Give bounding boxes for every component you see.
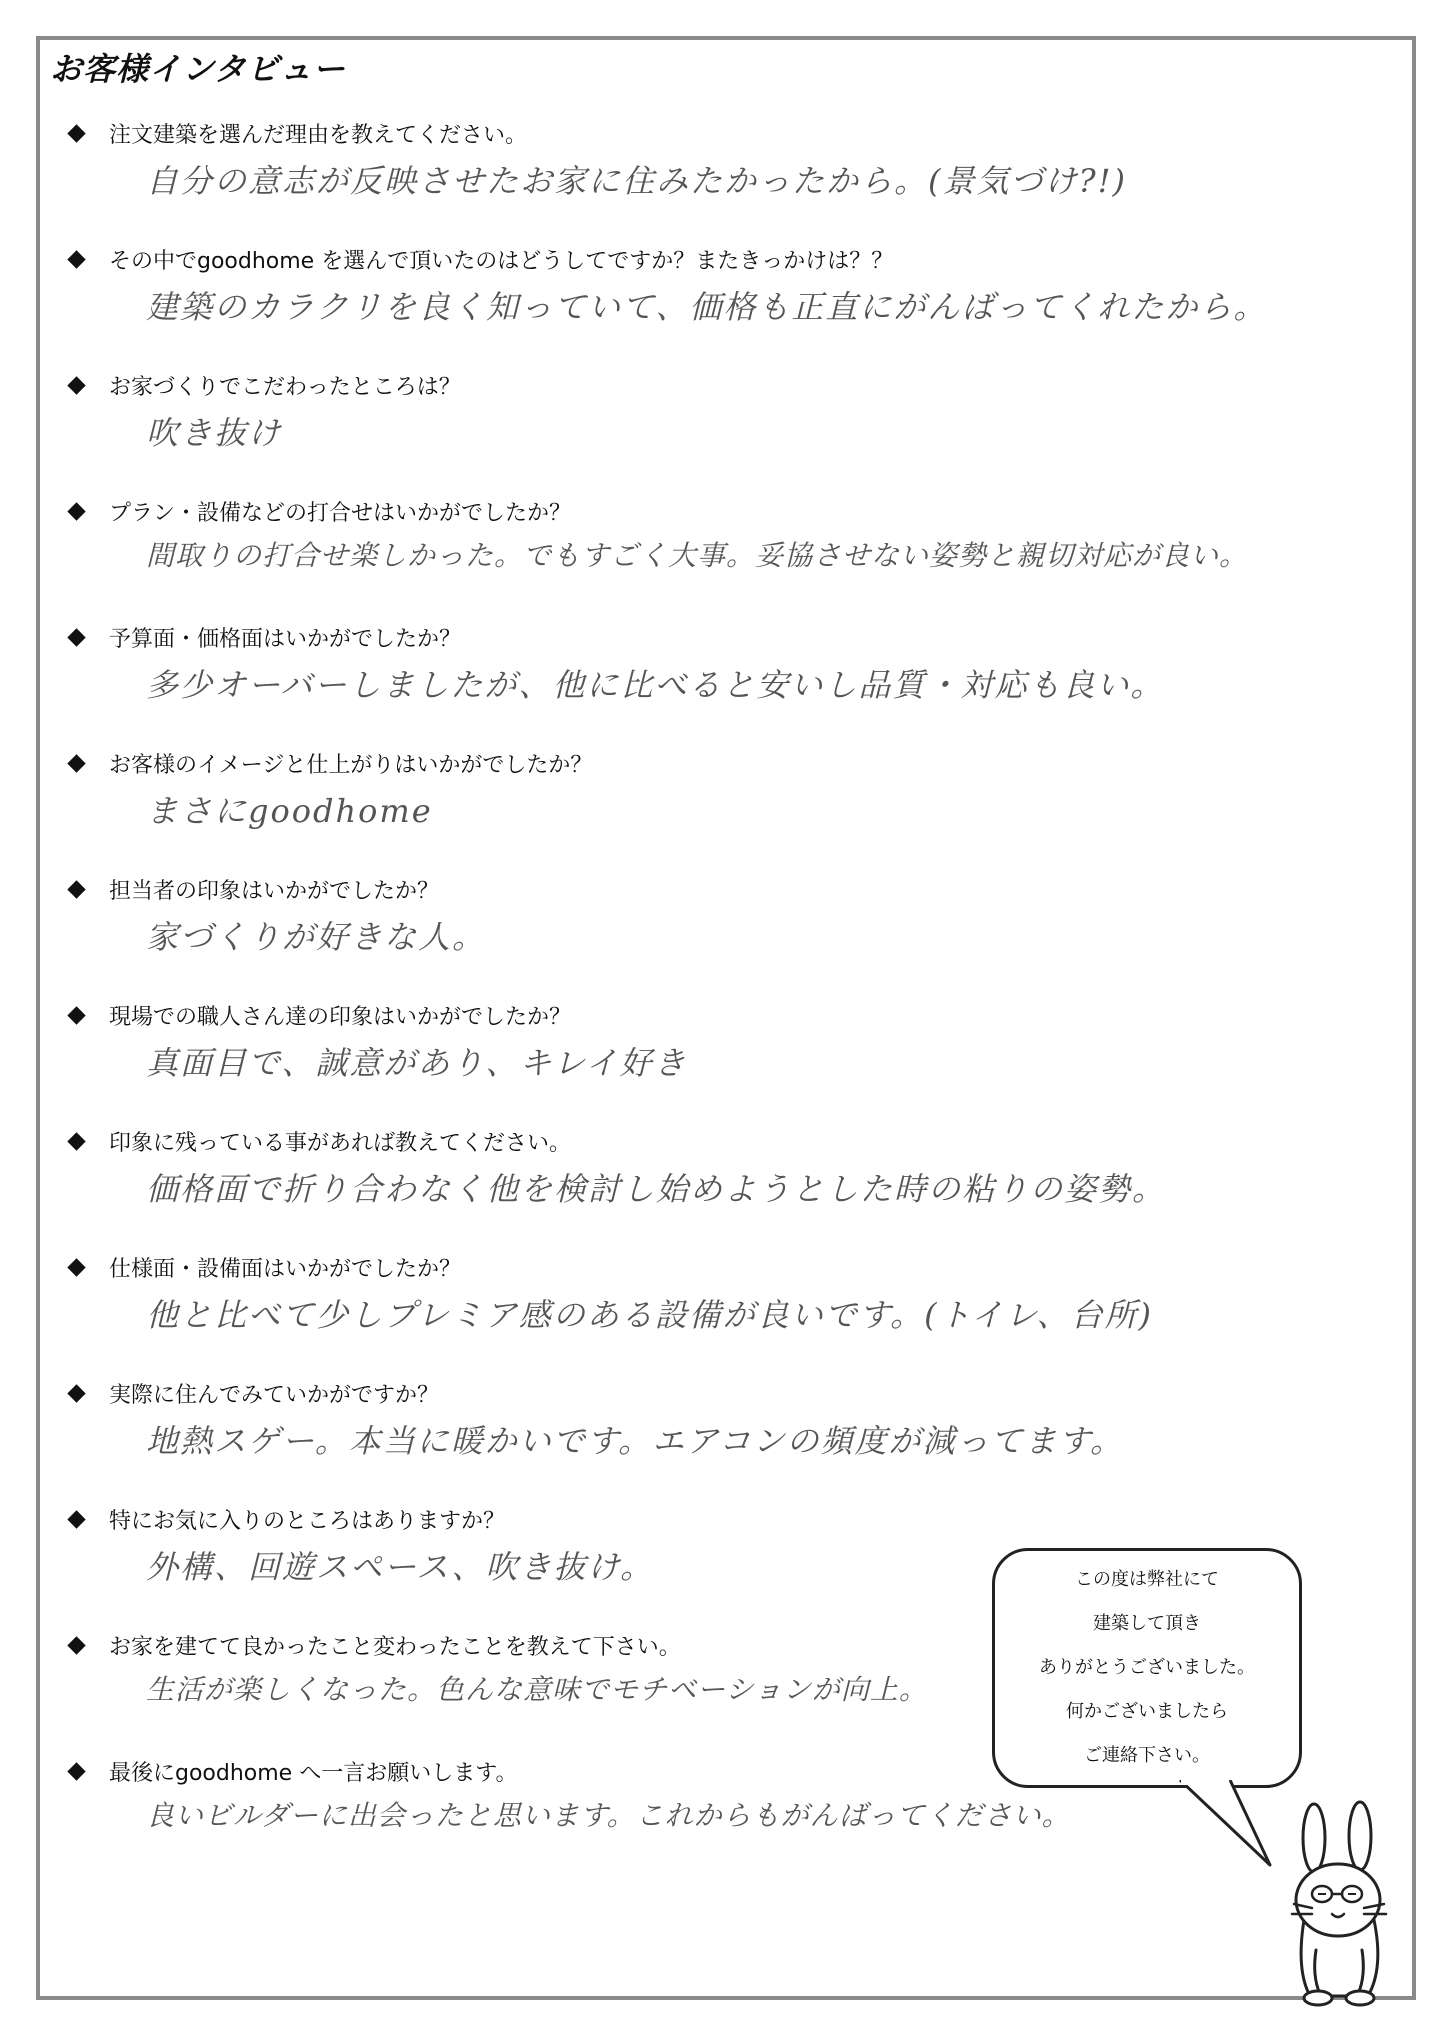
answer-handwritten: 多少オーバーしましたが、他に比べると安いし品質・対応も良い。 [146, 666, 1165, 704]
qa-item-3 [60, 370, 1340, 454]
qa-item-10 [60, 1252, 1340, 1336]
bubble-line: 何かございましたら [1066, 1701, 1228, 1722]
question-row [60, 118, 1340, 148]
question-row [60, 370, 1340, 400]
diamond-bullet-icon [67, 376, 85, 394]
diamond-bullet-icon [67, 1510, 85, 1528]
qa-item-2 [60, 244, 1340, 328]
diamond-bullet-icon [67, 1132, 85, 1150]
answer-handwritten: 自分の意志が反映させたお家に住みたかったから。(景気づけ?!) [146, 162, 1127, 200]
question-row [60, 244, 1340, 274]
page-title: お客様インタビュー [50, 50, 346, 88]
answer-handwritten: 吹き抜け [146, 414, 283, 452]
question-text: プラン・設備などの打合せはいかがでしたか？ [109, 500, 572, 526]
question-row [60, 1504, 1340, 1534]
diamond-bullet-icon [67, 880, 85, 898]
question-text: 実際に住んでみていかがですか？ [109, 1382, 440, 1408]
question-row [60, 496, 1340, 526]
answer-handwritten: 真面目で、誠意があり、キレイ好き [146, 1044, 688, 1082]
bubble-line: この度は弊社にて [1075, 1569, 1219, 1590]
bubble-line: 建築して頂き [1093, 1613, 1201, 1634]
qa-item-11 [60, 1378, 1340, 1462]
diamond-bullet-icon [67, 1762, 85, 1780]
diamond-bullet-icon [67, 1006, 85, 1024]
qa-item-8 [60, 1000, 1340, 1084]
answer-handwritten: 良いビルダーに出会ったと思います。これからもがんばってください。 [146, 1799, 1071, 1832]
answer-handwritten: 間取りの打合せ楽しかった。でもすごく大事。妥協させない姿勢と親切対応が良い。 [146, 539, 1249, 572]
diamond-bullet-icon [67, 628, 85, 646]
qa-item-9 [60, 1126, 1340, 1210]
question-text: 予算面・価格面はいかがでしたか？ [109, 626, 462, 652]
question-text: 仕様面・設備面はいかがでしたか？ [109, 1256, 462, 1282]
question-row [60, 1126, 1340, 1156]
diamond-bullet-icon [67, 1636, 85, 1654]
speech-bubble [992, 1548, 1302, 1788]
question-row [60, 1378, 1340, 1408]
answer-handwritten: 建築のカラクリを良く知っていて、価格も正直にがんばってくれたから。 [146, 288, 1268, 326]
diamond-bullet-icon [67, 754, 85, 772]
answer-handwritten: 他と比べて少しプレミア感のある設備が良いです。(トイレ、台所) [146, 1296, 1153, 1334]
bubble-line: ご連絡下さい。 [1084, 1745, 1210, 1766]
answer-handwritten: 生活が楽しくなった。色んな意味でモチベーションが向上。 [146, 1673, 928, 1706]
question-text: お家づくりでこだわったところは？ [109, 374, 461, 400]
qa-item-1 [60, 118, 1340, 202]
question-text: 担当者の印象はいかがでしたか？ [109, 878, 440, 904]
diamond-bullet-icon [67, 250, 85, 268]
qa-item-6 [60, 748, 1340, 832]
qa-item-5 [60, 622, 1340, 706]
question-row [60, 1252, 1340, 1282]
rabbit-mascot-icon [1286, 1800, 1396, 2010]
question-text: 現場での職人さん達の印象はいかがでしたか？ [109, 1004, 572, 1030]
question-text: 特にお気に入りのところはありますか？ [109, 1508, 506, 1534]
bubble-line: ありがとうございました。 [1039, 1657, 1255, 1678]
question-row [60, 622, 1340, 652]
diamond-bullet-icon [67, 502, 85, 520]
answer-handwritten: 価格面で折り合わなく他を検討し始めようとした時の粘りの姿勢。 [146, 1170, 1167, 1208]
qa-item-7 [60, 874, 1340, 958]
question-row [60, 748, 1340, 778]
answer-handwritten: 外構、回遊スペース、吹き抜け。 [146, 1548, 655, 1586]
question-text: お家を建てて良かったこと変わったことを教えて下さい。 [109, 1634, 681, 1660]
answer-handwritten: まさにgoodhome [146, 792, 433, 830]
question-text: その中でgoodhome を選んで頂いたのはどうしてですか？またきっかけは？？ [109, 248, 894, 274]
question-text: 最後にgoodhome へ一言お願いします。 [109, 1760, 518, 1786]
answer-handwritten: 地熱スゲー。本当に暖かいです。エアコンの頻度が減ってます。 [146, 1422, 1125, 1460]
diamond-bullet-icon [67, 1384, 85, 1402]
speech-bubble-tail-icon [1160, 1780, 1280, 1870]
diamond-bullet-icon [67, 124, 85, 142]
question-text: 注文建築を選んだ理由を教えてください。 [109, 122, 528, 148]
diamond-bullet-icon [67, 1258, 85, 1276]
qa-item-4 [60, 496, 1340, 574]
question-text: 印象に残っている事があれば教えてください。 [109, 1130, 572, 1156]
question-text: お客様のイメージと仕上がりはいかがでしたか？ [109, 752, 593, 778]
question-row [60, 1000, 1340, 1030]
answer-handwritten: 家づくりが好きな人。 [146, 918, 487, 956]
question-row [60, 874, 1340, 904]
